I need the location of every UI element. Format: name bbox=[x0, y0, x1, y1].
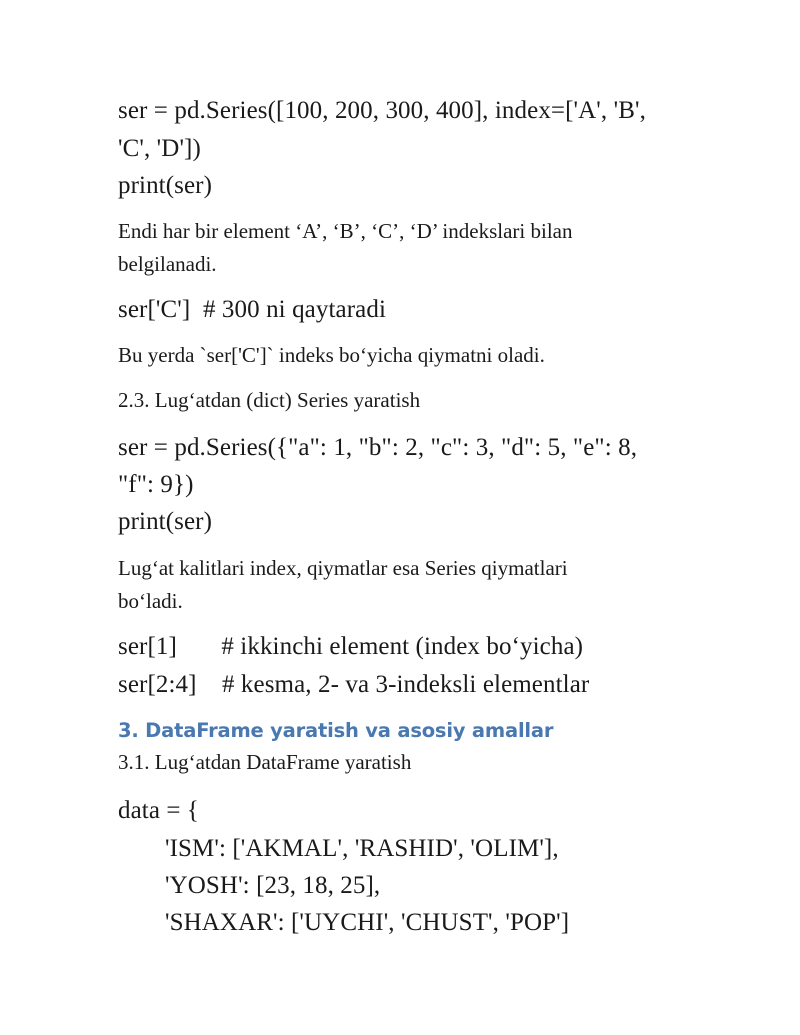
paragraph-line: Bu yerda `ser['C']` indeks boʻyicha qiymatni oladi. bbox=[118, 343, 545, 367]
section-heading-3: 3. DataFrame yaratish va asosiy amallar bbox=[118, 719, 554, 742]
code-line-ser-c: ser['C'] # 300 ni qaytaradi bbox=[118, 296, 386, 323]
code-line-series-dict-cont: "f": 9}) bbox=[118, 471, 194, 498]
code-line-series-index-cont: 'C', 'D']) bbox=[118, 135, 201, 162]
paragraph-line: Endi har bir element ‘A’, ‘B’, ‘C’, ‘D’ indekslari bilan bbox=[118, 219, 573, 243]
code-line-series-dict: ser = pd.Series({"a": 1, "b": 2, "c": 3, "d": 5, "e": 8, bbox=[118, 434, 638, 461]
code-line-series-index: ser = pd.Series([100, 200, 300, 400], index=['A', 'B', bbox=[118, 97, 646, 124]
paragraph-line: Lugʻat kalitlari index, qiymatlar esa Series qiymatlari bbox=[118, 556, 568, 580]
code-line-ser-1: ser[1] # ikkinchi element (index boʻyicha) bbox=[118, 633, 584, 660]
paragraph-line: belgilanadi. bbox=[118, 252, 217, 276]
subsection-heading-2-3: 2.3. Lugʻatdan (dict) Series yaratish bbox=[118, 388, 421, 412]
code-line-ism: 'ISM': ['AKMAL', 'RASHID', 'OLIM'], bbox=[165, 835, 559, 862]
code-line-print-ser: print(ser) bbox=[118, 508, 213, 535]
subsection-heading-3-1: 3.1. Lugʻatdan DataFrame yaratish bbox=[118, 750, 412, 774]
code-line-yosh: 'YOSH': [23, 18, 25], bbox=[165, 872, 381, 899]
code-line-ser-slice: ser[2:4] # kesma, 2- va 3-indeksli elementlar bbox=[118, 671, 590, 698]
code-line-data-open: data = { bbox=[118, 797, 200, 824]
paragraph-line: boʻladi. bbox=[118, 589, 183, 613]
code-line-shaxar: 'SHAXAR': ['UYCHI', 'CHUST', 'POP'] bbox=[165, 909, 570, 936]
code-line-print-ser: print(ser) bbox=[118, 172, 213, 199]
